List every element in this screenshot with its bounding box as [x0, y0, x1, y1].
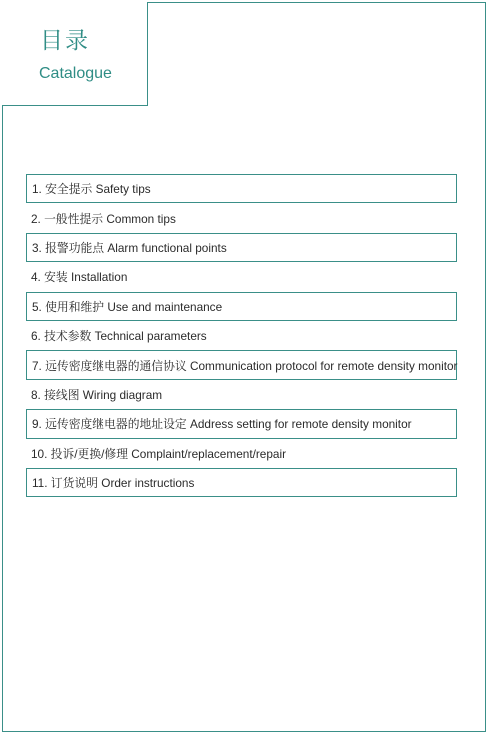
- toc-item-order-instructions[interactable]: [26, 468, 457, 497]
- toc-item-label: 3. 报警功能点 Alarm functional points: [32, 240, 227, 255]
- toc-item-label: 2. 一般性提示 Common tips: [31, 211, 176, 226]
- toc-item-technical-parameters[interactable]: [26, 321, 457, 350]
- table-of-contents: [26, 174, 457, 497]
- toc-item-complaint-replacement-repair[interactable]: [26, 439, 457, 468]
- toc-item-installation[interactable]: [26, 262, 457, 291]
- toc-item-alarm-functional-points[interactable]: [26, 233, 457, 262]
- toc-item-label: 1. 安全提示 Safety tips: [32, 182, 151, 197]
- toc-item-label: 4. 安装 Installation: [31, 270, 128, 285]
- toc-item-label: 11. 订货说明 Order instructions: [32, 476, 195, 491]
- toc-item-label: 9. 远传密度继电器的地址设定 Address setting for remote density monitor: [32, 417, 412, 432]
- toc-item-label: 10. 投诉/更换/修理 Complaint/replacement/repair: [31, 446, 287, 461]
- toc-item-use-and-maintenance[interactable]: [26, 292, 457, 321]
- toc-item-label: 7. 远传密度继电器的通信协议 Communication protocol for remote density monitor: [32, 358, 458, 373]
- toc-item-label: 8. 接线图 Wiring diagram: [31, 387, 163, 402]
- catalogue-header: [2, 2, 148, 106]
- toc-item-wiring-diagram[interactable]: [26, 380, 457, 409]
- page-title-chinese: 目录: [40, 28, 90, 54]
- toc-item-safety-tips[interactable]: [26, 174, 457, 203]
- toc-item-label: 6. 技术参数 Technical parameters: [31, 329, 207, 344]
- toc-item-common-tips[interactable]: [26, 203, 457, 232]
- toc-item-address-setting[interactable]: [26, 409, 457, 438]
- page-title-english: Catalogue: [39, 65, 112, 82]
- toc-item-communication-protocol[interactable]: [26, 350, 457, 379]
- toc-item-label: 5. 使用和维护 Use and maintenance: [32, 299, 223, 314]
